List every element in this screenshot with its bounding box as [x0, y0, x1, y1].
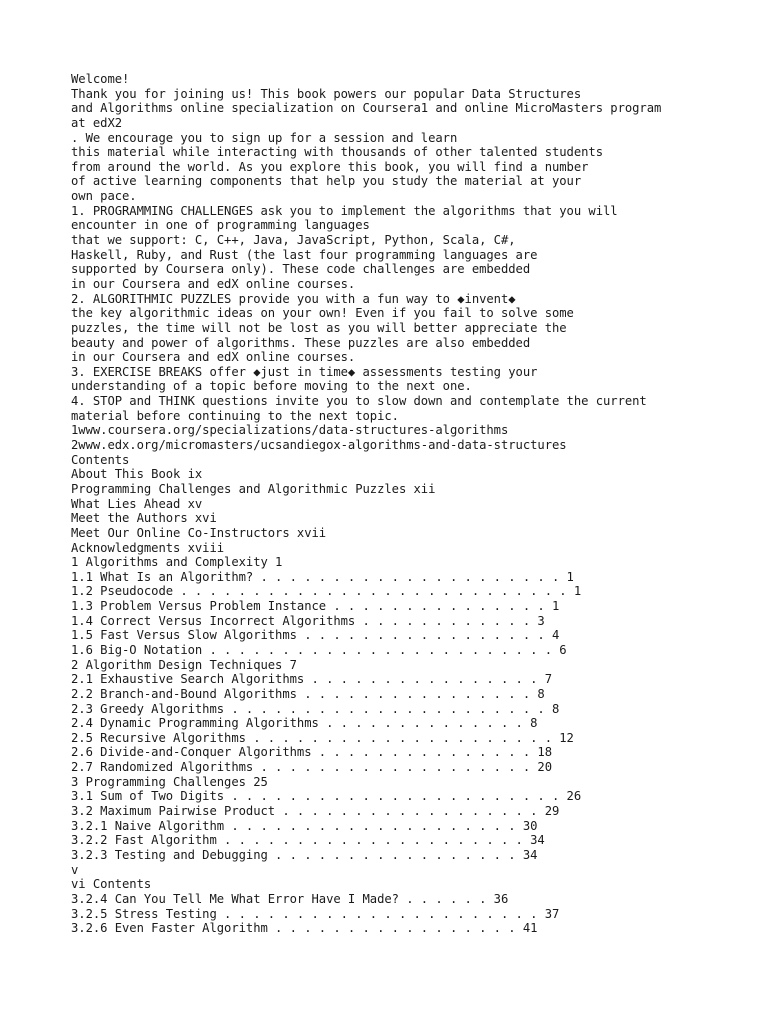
text-line: in our Coursera and edX online courses.: [71, 276, 356, 291]
text-line: at edX2: [71, 115, 123, 130]
text-line: 1. PROGRAMMING CHALLENGES ask you to implement the algorithms that you will: [71, 203, 618, 218]
text-line: 3. EXERCISE BREAKS offer ◆just in time◆ assessments testing your: [71, 364, 538, 379]
text-line: 1.3 Problem Versus Problem Instance . . . . . . . . . . . . . . . 1: [71, 599, 560, 614]
text-line: 3.2.1 Naive Algorithm . . . . . . . . . . . . . . . . . . . . 30: [71, 818, 538, 833]
text-line: Meet the Authors xvi: [71, 511, 217, 526]
text-line: Thank you for joining us! This book powers our popular Data Structures: [71, 86, 582, 101]
text-line: Programming Challenges and Algorithmic Puzzles xii: [71, 481, 436, 496]
text-line: and Algorithms online specialization on Coursera1 and online MicroMasters program: [71, 101, 662, 116]
text-line: 2.1 Exhaustive Search Algorithms . . . . . . . . . . . . . . . . 7: [71, 672, 552, 687]
text-line: Welcome!: [71, 72, 130, 86]
text-line: 3.2.6 Even Faster Algorithm . . . . . . . . . . . . . . . . . 41: [71, 921, 538, 936]
text-line: from around the world. As you explore this book, you will find a number: [71, 159, 589, 174]
text-line: 2.6 Divide-and-Conquer Algorithms . . . . . . . . . . . . . . . 18: [71, 745, 552, 760]
text-line: 2.2 Branch-and-Bound Algorithms . . . . . . . . . . . . . . . . 8: [71, 686, 545, 701]
text-line: 2www.edx.org/micromasters/ucsandiegox-algorithms-and-data-structures: [71, 438, 567, 453]
text-line: 1.6 Big-O Notation . . . . . . . . . . . . . . . . . . . . . . . . 6: [71, 642, 567, 657]
text-line: Acknowledgments xviii: [71, 540, 225, 555]
text-line: 3 Programming Challenges 25: [71, 774, 268, 789]
text-line: vi Contents: [71, 877, 152, 892]
text-line: 2.5 Recursive Algorithms . . . . . . . . . . . . . . . . . . . . . 12: [71, 730, 574, 745]
text-line: What Lies Ahead xv: [71, 496, 203, 511]
text-line: 2.3 Greedy Algorithms . . . . . . . . . . . . . . . . . . . . . . 8: [71, 701, 560, 716]
text-line: v: [71, 862, 79, 877]
text-line: the key algorithmic ideas on your own! Even if you fail to solve some: [71, 306, 574, 321]
text-line: puzzles, the time will not be lost as you will better appreciate the: [71, 320, 567, 335]
text-line: material before continuing to the next topic.: [71, 408, 399, 423]
text-line: 2. ALGORITHMIC PUZZLES provide you with a fun way to ◆invent◆: [71, 291, 516, 306]
text-line: 1www.coursera.org/specializations/data-structures-algorithms: [71, 423, 509, 438]
text-line: 1.4 Correct Versus Incorrect Algorithms . . . . . . . . . . . . 3: [71, 613, 545, 628]
text-line: 3.2.2 Fast Algorithm . . . . . . . . . . . . . . . . . . . . . 34: [71, 833, 545, 848]
text-line: Meet Our Online Co-Instructors xvii: [71, 525, 327, 540]
text-line: 2 Algorithm Design Techniques 7: [71, 657, 297, 672]
text-line: own pace.: [71, 189, 137, 204]
text-line: in our Coursera and edX online courses.: [71, 350, 356, 365]
text-line: 3.2.3 Testing and Debugging . . . . . . . . . . . . . . . . . 34: [71, 847, 538, 862]
text-line: beauty and power of algorithms. These puzzles are also embedded: [71, 335, 531, 350]
text-line: . We encourage you to sign up for a session and learn: [71, 130, 458, 145]
text-line: 2.4 Dynamic Programming Algorithms . . . . . . . . . . . . . . 8: [71, 716, 538, 731]
text-line: 4. STOP and THINK questions invite you to slow down and contemplate the current: [71, 394, 647, 409]
text-line: understanding of a topic before moving to the next one.: [71, 379, 472, 394]
text-line: supported by Coursera only). These code challenges are embedded: [71, 262, 531, 277]
text-line: this material while interacting with thousands of other talented students: [71, 145, 603, 160]
text-line: Contents: [71, 452, 130, 467]
text-line: that we support: C, C++, Java, JavaScript, Python, Scala, C#,: [71, 233, 516, 248]
text-line: 1.2 Pseudocode . . . . . . . . . . . . . . . . . . . . . . . . . . . 1: [71, 584, 582, 599]
text-line: About This Book ix: [71, 467, 203, 482]
text-line: of active learning components that help you study the material at your: [71, 174, 582, 189]
text-line: 3.2.5 Stress Testing . . . . . . . . . . . . . . . . . . . . . . 37: [71, 906, 560, 921]
text-line: Haskell, Ruby, and Rust (the last four programming languages are: [71, 247, 538, 262]
text-line: 1.5 Fast Versus Slow Algorithms . . . . . . . . . . . . . . . . . 4: [71, 628, 560, 643]
document-page: [71, 72, 751, 936]
text-line: 3.1 Sum of Two Digits . . . . . . . . . . . . . . . . . . . . . . . 26: [71, 789, 582, 804]
text-line: 1.1 What Is an Algorithm? . . . . . . . . . . . . . . . . . . . . . 1: [71, 569, 574, 584]
text-line: 3.2 Maximum Pairwise Product . . . . . . . . . . . . . . . . . . 29: [71, 804, 560, 819]
text-line: 2.7 Randomized Algorithms . . . . . . . . . . . . . . . . . . . 20: [71, 760, 552, 775]
text-line: 3.2.4 Can You Tell Me What Error Have I Made? . . . . . . 36: [71, 891, 509, 906]
text-line: encounter in one of programming languages: [71, 218, 370, 233]
text-line: 1 Algorithms and Complexity 1: [71, 555, 283, 570]
